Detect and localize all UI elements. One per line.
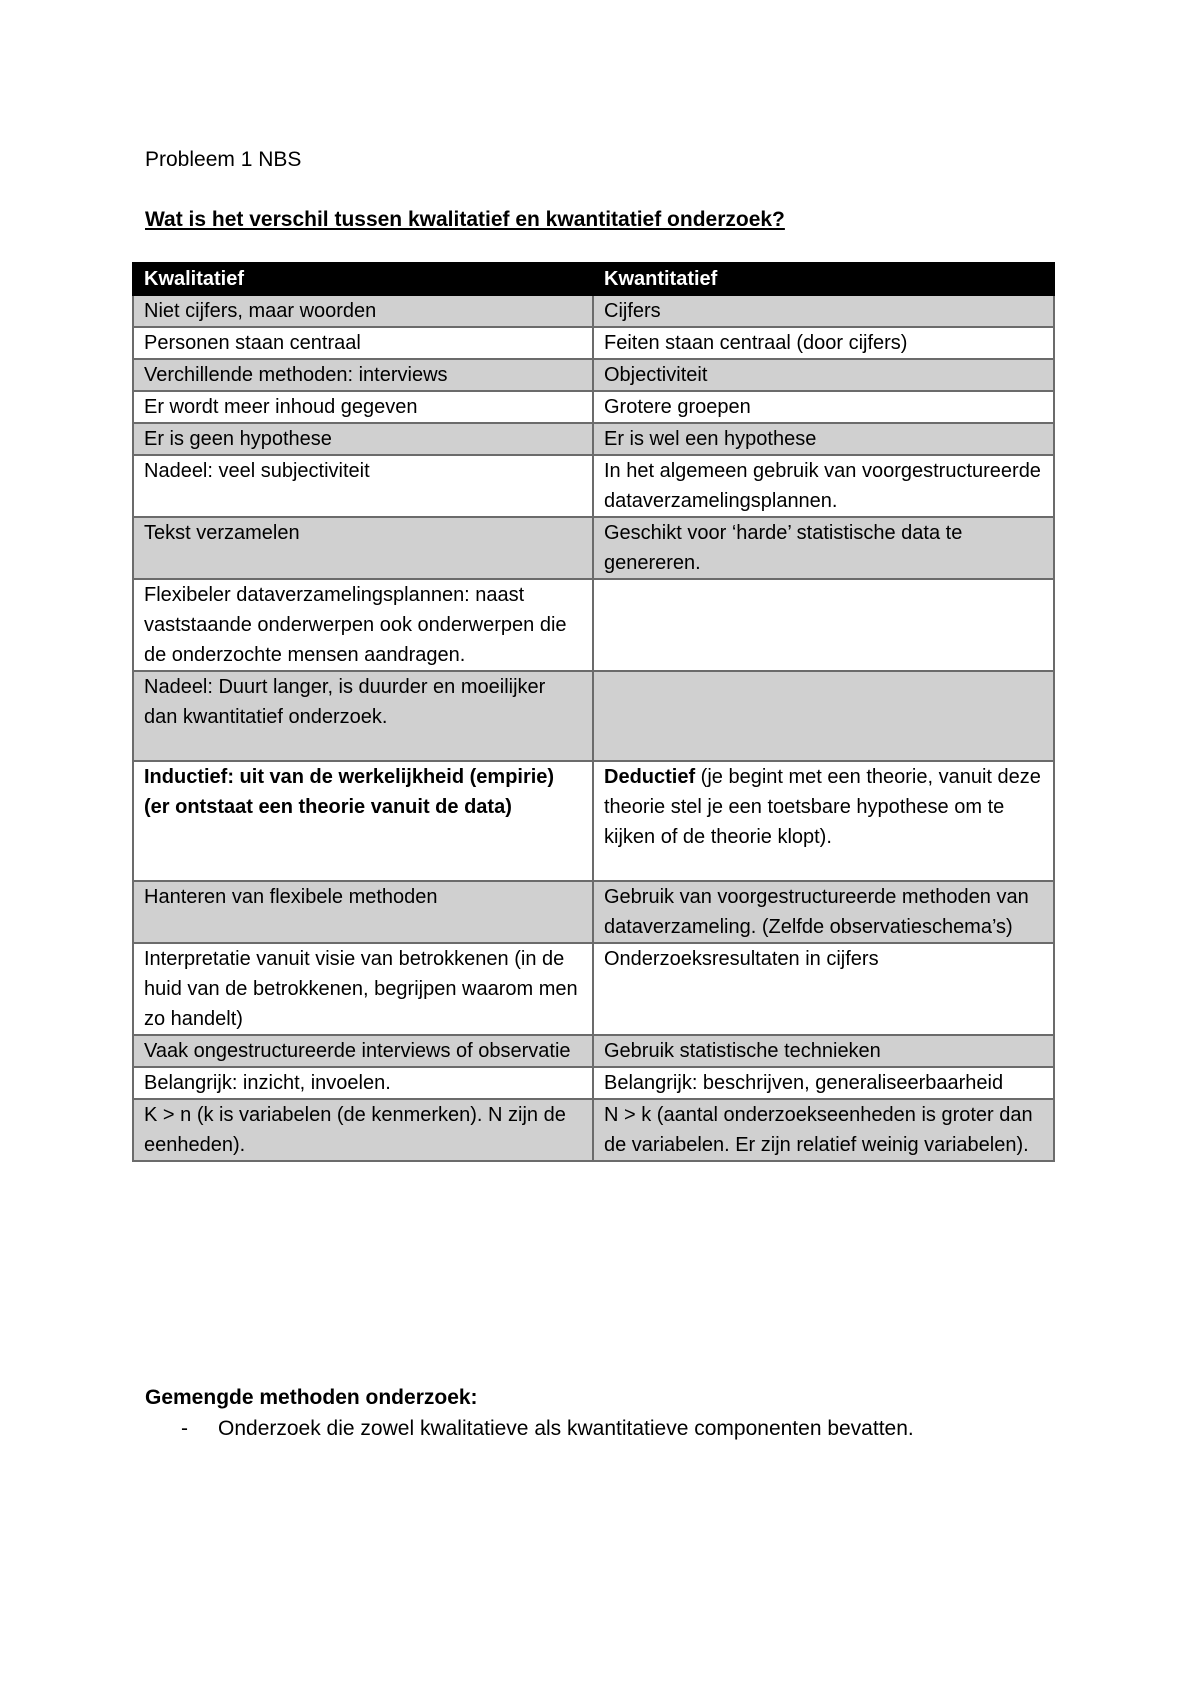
kwantitatief-cell: Feiten staan centraal (door cijfers)	[593, 327, 1054, 359]
page-title: Probleem 1 NBS	[145, 148, 302, 171]
table-header-row	[133, 263, 1054, 295]
bullet-marker: -	[181, 1417, 188, 1440]
kwalitatief-cell: Inductief: uit van de werkelijkheid (empirie) (er ontstaat een theorie vanuit de data)	[133, 761, 593, 881]
kwalitatief-cell: Er is geen hypothese	[133, 423, 593, 455]
kwantitatief-cell: Er is wel een hypothese	[593, 423, 1054, 455]
kwalitatief-cell: Interpretatie vanuit visie van betrokkenen (in de huid van de betrokkenen, begrijpen waarom men zo handelt)	[133, 943, 593, 1035]
kwantitatief-cell: Onderzoeksresultaten in cijfers	[593, 943, 1054, 1035]
table-row	[133, 295, 1054, 327]
kwalitatief-cell: Personen staan centraal	[133, 327, 593, 359]
kwantitatief-cell: Gebruik van voorgestructureerde methoden van dataverzameling. (Zelfde observatieschema’s)	[593, 881, 1054, 943]
comparison-table	[132, 262, 1055, 1162]
kwantitatief-cell: Belangrijk: beschrijven, generaliseerbaarheid	[593, 1067, 1054, 1099]
kwalitatief-cell: K > n (k is variabelen (de kenmerken). N zijn de eenheden).	[133, 1099, 593, 1161]
kwantitatief-cell: Gebruik statistische technieken	[593, 1035, 1054, 1067]
kwalitatief-cell: Flexibeler dataverzamelingsplannen: naast vaststaande onderwerpen ook onderwerpen die de onderzochte mensen aandragen.	[133, 579, 593, 671]
kwantitatief-cell	[593, 761, 1054, 881]
kwalitatief-cell: Hanteren van flexibele methoden	[133, 881, 593, 943]
kwalitatief-cell: Belangrijk: inzicht, invoelen.	[133, 1067, 593, 1099]
kwalitatief-cell: Nadeel: Duurt langer, is duurder en moeilijker dan kwantitatief onderzoek.	[133, 671, 593, 761]
header-kwalitatief: Kwalitatief	[133, 263, 593, 295]
table-row	[133, 671, 1054, 761]
mixed-methods-bullet	[145, 1414, 914, 1444]
kwalitatief-cell: Vaak ongestructureerde interviews of observatie	[133, 1035, 593, 1067]
table-row	[133, 579, 1054, 671]
kwalitatief-cell: Verchillende methoden: interviews	[133, 359, 593, 391]
deductief-term: Deductief	[604, 766, 696, 788]
table-row	[133, 761, 1054, 881]
kwantitatief-cell: In het algemeen gebruik van voorgestructureerde dataverzamelingsplannen.	[593, 455, 1054, 517]
kwantitatief-cell: Objectiviteit	[593, 359, 1054, 391]
kwantitatief-cell: N > k (aantal onderzoekseenheden is groter dan de variabelen. Er zijn relatief weinig variabelen).	[593, 1099, 1054, 1161]
kwantitatief-cell: Grotere groepen	[593, 391, 1054, 423]
kwantitatief-cell	[593, 671, 1054, 761]
bullet-text: Onderzoek die zowel kwalitatieve als kwantitatieve componenten bevatten.	[218, 1417, 914, 1440]
kwalitatief-cell: Nadeel: veel subjectiviteit	[133, 455, 593, 517]
table-row	[133, 881, 1054, 943]
kwantitatief-cell: Cijfers	[593, 295, 1054, 327]
table-row	[133, 943, 1054, 1035]
table-row	[133, 1067, 1054, 1099]
table-row	[133, 359, 1054, 391]
table-row	[133, 1099, 1054, 1161]
table-row	[133, 455, 1054, 517]
kwantitatief-cell: Geschikt voor ‘harde’ statistische data te genereren.	[593, 517, 1054, 579]
question-heading: Wat is het verschil tussen kwalitatief en kwantitatief onderzoek?	[145, 208, 785, 231]
table-row	[133, 1035, 1054, 1067]
table-row	[133, 423, 1054, 455]
kwalitatief-cell: Niet cijfers, maar woorden	[133, 295, 593, 327]
kwalitatief-cell: Tekst verzamelen	[133, 517, 593, 579]
deductief-explanation: (je begint met een theorie, vanuit deze theorie stel je een toetsbare hypothese om te kijken of de theorie klopt).	[604, 766, 1041, 848]
header-kwantitatief: Kwantitatief	[593, 263, 1054, 295]
table-row	[133, 391, 1054, 423]
mixed-methods-heading: Gemengde methoden onderzoek:	[145, 1386, 478, 1409]
table-row	[133, 327, 1054, 359]
table-row	[133, 517, 1054, 579]
kwalitatief-cell: Er wordt meer inhoud gegeven	[133, 391, 593, 423]
kwantitatief-cell	[593, 579, 1054, 671]
